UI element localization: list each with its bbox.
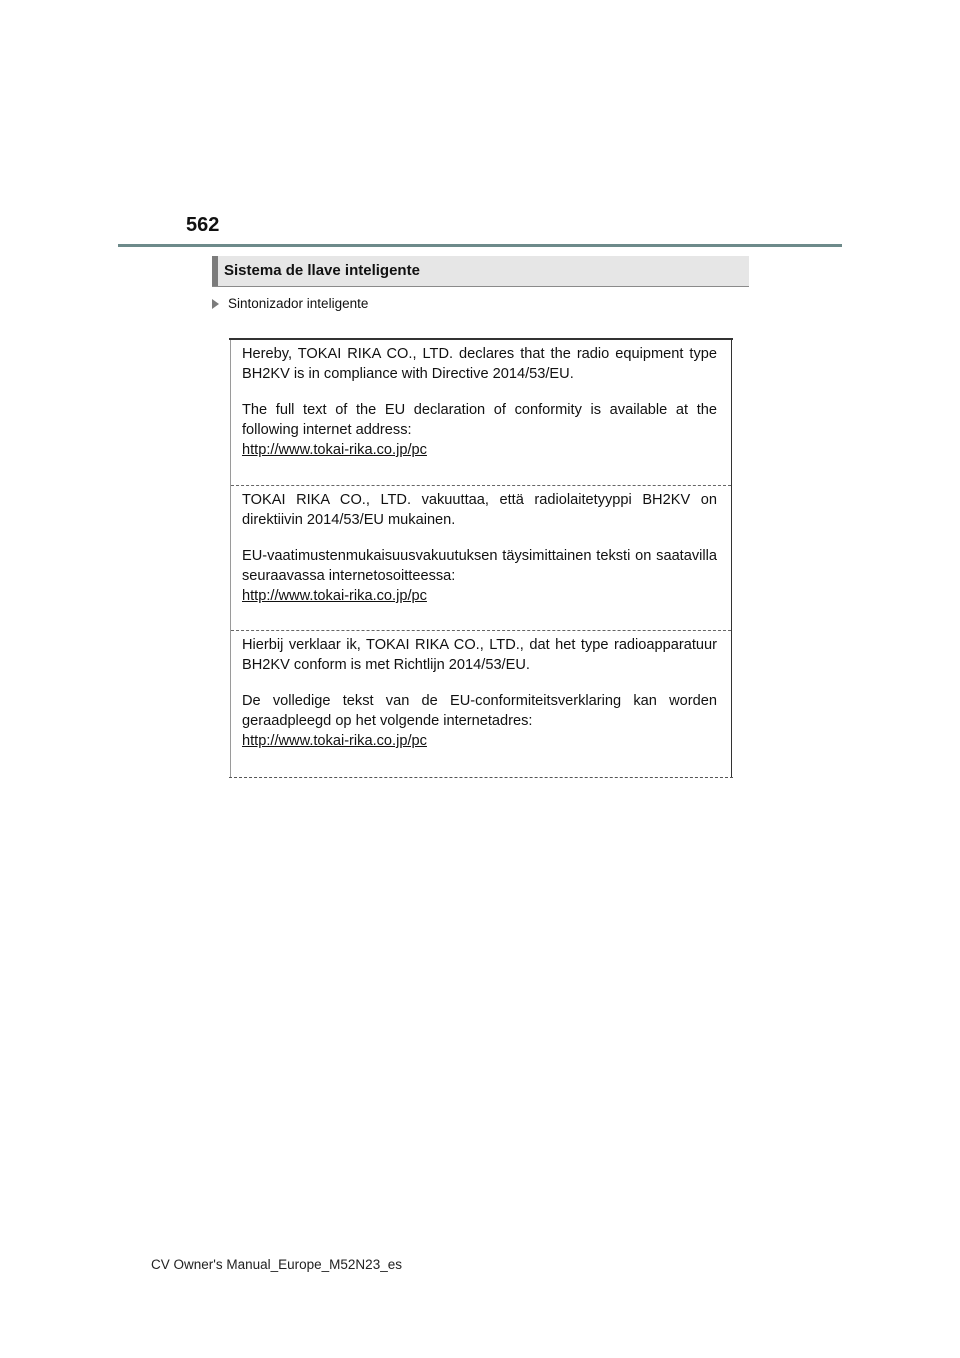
section-title: Sistema de llave inteligente — [224, 262, 420, 279]
declaration-url-link[interactable]: http://www.tokai-rika.co.jp/pc — [242, 442, 427, 458]
declaration-statement: Hierbij verklaar ik, TOKAI RIKA CO., LTD., dat het type radioapparatuur BH2KV conform is met Richtlijn 2014/53/EU. — [242, 637, 717, 673]
declaration-statement: TOKAI RIKA CO., LTD. vakuuttaa, että radiolaitetyyppi BH2KV on direktiivin 2014/53/EU mukainen. — [242, 492, 717, 528]
declaration-box — [230, 338, 732, 778]
declaration-english — [231, 344, 731, 460]
footer-manual-id: CV Owner's Manual_Europe_M52N23_es — [151, 1257, 402, 1272]
declaration-url-link[interactable]: http://www.tokai-rika.co.jp/pc — [242, 588, 427, 604]
declaration-statement: Hereby, TOKAI RIKA CO., LTD. declares that the radio equipment type BH2KV is in compliance with Directive 2014/53/EU. — [242, 346, 717, 382]
subheading-text: Sintonizador inteligente — [228, 296, 369, 311]
triangle-bullet-icon — [212, 299, 219, 309]
header-rule — [118, 244, 842, 247]
declaration-availability: EU-vaatimustenmukaisuusvakuutuksen täysimittainen teksti on saatavilla seuraavassa internetosoitteessa: — [242, 548, 717, 584]
declaration-dutch — [231, 630, 731, 751]
section-header — [212, 256, 749, 287]
declaration-finnish — [231, 485, 731, 606]
declaration-availability: De volledige tekst van de EU-conformiteitsverklaring kan worden geraadpleegd op het volgende internetadres: — [242, 693, 717, 729]
declaration-availability: The full text of the EU declaration of conformity is available at the following internet address: — [242, 402, 717, 438]
declaration-url-link[interactable]: http://www.tokai-rika.co.jp/pc — [242, 733, 427, 749]
section-accent-bar — [212, 256, 218, 286]
page-number: 562 — [186, 214, 220, 236]
subheading — [212, 296, 368, 311]
